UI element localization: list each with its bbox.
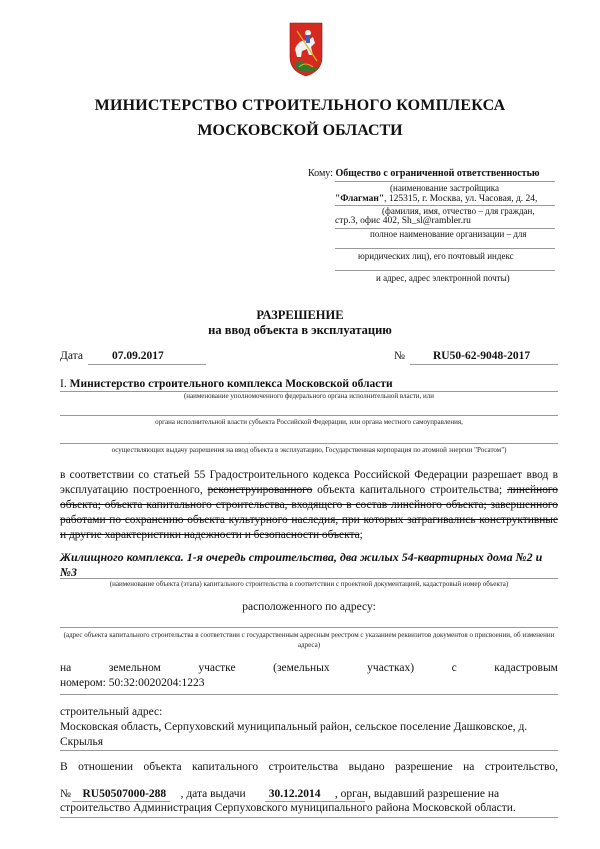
addressee-hint4: юридических лиц), его почтовый индекс <box>358 251 514 261</box>
underline <box>60 578 558 579</box>
underline <box>60 627 558 628</box>
underline <box>335 248 555 249</box>
ministry-title-line1: МИНИСТЕРСТВО СТРОИТЕЛЬНОГО КОМПЛЕКСА <box>94 97 506 114</box>
addressee-hint1: (наименование застройщика <box>390 183 500 193</box>
addressee-hint5: и адрес, адрес электронной почты) <box>376 273 510 283</box>
addressee-name: "Флагман", 125315, г. Москва, ул. Часовая, д. 24, <box>335 194 538 204</box>
underline <box>60 694 558 695</box>
main-paragraph: в соответствии со статьей 55 Градостроительного кодекса Российской Федерации разрешает ввод в эксплуатацию построенного, реконструированного объекта капитального строительства; линейного объекта; объекта капитального строительства, входящего в состав линейного объекта; завершенного работами по сохранению объекта культурного наследия, при которых затрагивались конструктивные и другие характеристики надежности и безопасности объекта; <box>60 469 558 541</box>
section1-hint1: (наименование уполномоченного федерального органа исполнительной власти, или <box>183 392 435 400</box>
section1-authority: I. Министерство строительного комплекса Московской области <box>60 378 393 390</box>
underline <box>88 364 206 365</box>
ministry-title-line2: МОСКОВСКОЙ ОБЛАСТИ <box>197 122 403 139</box>
date-value: 07.09.2017 <box>112 350 164 362</box>
building-address-value: Московская область, Серпуховский муниципальный район, сельское поселение Дашковское, д. Скрылья <box>60 721 528 748</box>
underline <box>60 750 558 751</box>
addressee-to: Кому: Общество с ограниченной ответственностью <box>308 168 540 179</box>
underline <box>60 443 558 444</box>
underline <box>335 270 555 271</box>
cadastral-number: номером: 50:32:0020204:1223 <box>60 677 205 689</box>
section1-hint3: осуществляющих выдачу разрешения на ввод объекта в эксплуатацию, Государственная корпорация по атомной энергии "Росатом") <box>111 446 507 454</box>
doc-subtitle: на ввод объекта в эксплуатацию <box>208 323 392 337</box>
addressee-address2: стр.3, офис 402, Sh_sl@rambler.ru <box>335 216 471 226</box>
date-label: Дата <box>60 350 83 362</box>
addressee-hint3: полное наименование организации – для <box>370 229 527 239</box>
section1-hint2: органа исполнительной власти субъекта Российской Федерации, или органа местного самоуправления, <box>155 418 463 426</box>
number-label: № <box>394 350 405 362</box>
permit-line: № RU50507000-288 , дата выдачи 30.12.2014 , орган, выдавший разрешение на <box>60 788 500 800</box>
located-label: расположенного по адресу: <box>242 601 376 613</box>
underline <box>410 364 558 365</box>
permit-intro: В отношении объекта капитального строительства выдано разрешение на строительство, <box>60 761 558 773</box>
addressee-hint2: (фамилия, имя, отчество – для граждан, <box>382 206 535 216</box>
underline <box>60 415 558 416</box>
land-line: на земельном участке (земельных участках) с кадастровым <box>60 662 558 674</box>
object-name: Жилищного комплекса. 1-я очередь строительства, два жилых 54-квартирных дома №2 и №3 <box>60 550 543 579</box>
coat-of-arms <box>287 21 325 77</box>
address-hint: (адрес объекта капитального строительства в соответствии с государственным адресным реестром с указанием реквизитов документов о присвоении, об изменении адреса) <box>63 631 555 649</box>
number-value: RU50-62-9048-2017 <box>433 350 531 362</box>
underline <box>335 181 555 182</box>
object-hint: (наименование объекта (этапа) капитального строительства в соответствии с проектной документацией, кадастровый номер объекта) <box>109 580 509 588</box>
permit-issuer: строительство Администрация Серпуховского муниципального района Московской области. <box>60 802 516 814</box>
doc-title: РАЗРЕШЕНИЕ <box>256 308 344 322</box>
underline <box>60 817 558 818</box>
building-address-label: строительный адрес: <box>60 706 163 718</box>
